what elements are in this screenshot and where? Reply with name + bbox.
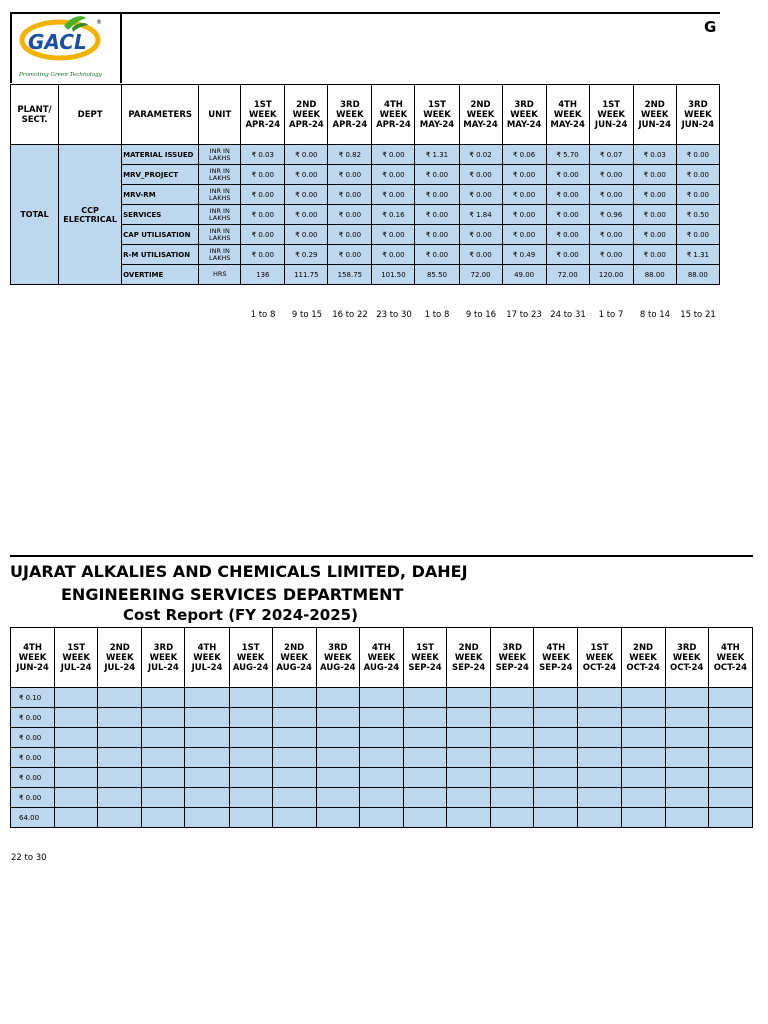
empty-cell — [55, 808, 98, 828]
week-column-header: 4TH WEEK AUG-24 — [359, 628, 403, 688]
week-range-label: 9 to 15 — [291, 310, 323, 320]
value-cell: ₹ 0.50 — [676, 205, 719, 225]
week-range-bottom: 22 to 30 — [11, 853, 47, 863]
empty-cell — [98, 808, 142, 828]
week-column-header: 4TH WEEK JUN-24 — [11, 628, 55, 688]
value-cell: ₹ 0.00 — [415, 245, 459, 265]
empty-cell — [229, 728, 272, 748]
week-column-header: 3RD WEEK APR-24 — [328, 85, 372, 145]
empty-cell — [491, 688, 534, 708]
value-cell: ₹ 0.00 — [241, 185, 285, 205]
gacl-logo — [16, 16, 120, 80]
value-cell: ₹ 0.06 — [502, 145, 546, 165]
table-row — [11, 768, 753, 788]
empty-cell — [534, 708, 578, 728]
plant-cell: TOTAL — [11, 145, 59, 285]
dept-cell: CCP ELECTRICAL — [59, 145, 122, 285]
empty-cell — [55, 708, 98, 728]
value-cell: 49.00 — [502, 265, 546, 285]
empty-cell — [403, 748, 446, 768]
week-range-label: 16 to 22 — [332, 310, 368, 320]
empty-cell — [316, 728, 359, 748]
value-cell: ₹ 0.00 — [372, 245, 415, 265]
value-cell: ₹ 0.00 — [285, 225, 328, 245]
value-cell: ₹ 0.00 — [546, 165, 589, 185]
empty-cell — [621, 808, 665, 828]
empty-cell — [708, 748, 752, 768]
empty-cell — [55, 688, 98, 708]
empty-cell — [316, 708, 359, 728]
empty-cell — [491, 788, 534, 808]
value-cell: ₹ 0.02 — [459, 145, 502, 165]
value-cell: ₹ 0.00 — [415, 205, 459, 225]
value-cell: ₹ 0.00 — [546, 225, 589, 245]
unit-cell: INR IN LAKHS — [199, 225, 241, 245]
empty-cell — [185, 768, 229, 788]
empty-cell — [447, 748, 491, 768]
value-cell: ₹ 0.00 — [241, 205, 285, 225]
empty-cell — [621, 748, 665, 768]
empty-cell — [185, 808, 229, 828]
week-column-header: 3RD WEEK OCT-24 — [665, 628, 708, 688]
empty-cell — [272, 768, 316, 788]
unit-cell: HRS — [199, 265, 241, 285]
value-cell: ₹ 0.00 — [241, 225, 285, 245]
empty-cell — [578, 748, 621, 768]
parameter-cell: MRV-RM — [122, 185, 199, 205]
week-column-header: 1ST WEEK SEP-24 — [403, 628, 446, 688]
table-row — [11, 145, 720, 165]
value-cell: ₹ 0.00 — [285, 205, 328, 225]
parameter-cell: MATERIAL ISSUED — [122, 145, 199, 165]
value-cell: ₹ 1.31 — [676, 245, 719, 265]
empty-cell — [316, 748, 359, 768]
unit-cell: INR IN LAKHS — [199, 205, 241, 225]
empty-cell — [665, 808, 708, 828]
week-column-header: 3RD WEEK AUG-24 — [316, 628, 359, 688]
value-cell: ₹ 0.00 — [372, 145, 415, 165]
empty-cell — [359, 688, 403, 708]
empty-cell — [578, 788, 621, 808]
empty-cell — [534, 728, 578, 748]
value-cell: ₹ 0.00 — [633, 225, 676, 245]
week-column-header: 2ND WEEK SEP-24 — [447, 628, 491, 688]
parameter-cell: OVERTIME — [122, 265, 199, 285]
empty-cell — [185, 688, 229, 708]
value-cell: ₹ 0.00 — [589, 245, 633, 265]
empty-cell — [359, 808, 403, 828]
week-range-label: 17 to 23 — [506, 310, 542, 320]
value-cell: ₹ 0.00 — [285, 185, 328, 205]
empty-cell — [621, 768, 665, 788]
empty-cell — [708, 808, 752, 828]
value-cell: ₹ 0.00 — [328, 205, 372, 225]
bottom-header-row — [11, 628, 753, 688]
value-cell: ₹ 0.00 — [633, 205, 676, 225]
empty-cell — [491, 808, 534, 828]
empty-cell — [665, 788, 708, 808]
empty-cell — [98, 728, 142, 748]
value-cell: 88.00 — [633, 265, 676, 285]
week-column-header: 3RD WEEK SEP-24 — [491, 628, 534, 688]
value-cell: ₹ 0.00 — [546, 205, 589, 225]
value-cell: ₹ 0.00 — [11, 708, 55, 728]
week-column-header: 2ND WEEK JUL-24 — [98, 628, 142, 688]
empty-cell — [578, 728, 621, 748]
parameter-cell: CAP UTILISATION — [122, 225, 199, 245]
unit-cell: INR IN LAKHS — [199, 245, 241, 265]
week-column-header: 1ST WEEK APR-24 — [241, 85, 285, 145]
empty-cell — [491, 768, 534, 788]
value-cell: ₹ 0.00 — [676, 165, 719, 185]
empty-cell — [272, 728, 316, 748]
column-header: UNIT — [199, 85, 241, 145]
empty-cell — [447, 788, 491, 808]
value-cell: ₹ 0.00 — [372, 185, 415, 205]
company-title: UJARAT ALKALIES AND CHEMICALS LIMITED, DAHEJ — [10, 562, 468, 581]
value-cell: ₹ 0.00 — [633, 165, 676, 185]
week-range-label: 23 to 30 — [376, 310, 412, 320]
value-cell: 88.00 — [676, 265, 719, 285]
value-cell: ₹ 0.00 — [459, 245, 502, 265]
value-cell: ₹ 0.00 — [546, 245, 589, 265]
empty-cell — [98, 708, 142, 728]
logo-box — [10, 12, 122, 83]
value-cell: ₹ 0.00 — [589, 165, 633, 185]
empty-cell — [316, 808, 359, 828]
week-column-header: 4TH WEEK APR-24 — [372, 85, 415, 145]
cost-table-bottom — [10, 627, 753, 828]
empty-cell — [272, 688, 316, 708]
empty-cell — [447, 708, 491, 728]
value-cell: ₹ 0.00 — [459, 185, 502, 205]
value-cell: 85.50 — [415, 265, 459, 285]
empty-cell — [665, 688, 708, 708]
value-cell: ₹ 0.00 — [285, 165, 328, 185]
column-header: PARAMETERS — [122, 85, 199, 145]
empty-cell — [185, 728, 229, 748]
logo-wordmark: GACL — [28, 30, 87, 54]
logo-registered-mark: ® — [96, 19, 102, 26]
week-column-header: 3RD WEEK MAY-24 — [502, 85, 546, 145]
empty-cell — [229, 688, 272, 708]
empty-cell — [403, 688, 446, 708]
value-cell: ₹ 0.07 — [589, 145, 633, 165]
value-cell: ₹ 0.10 — [11, 688, 55, 708]
empty-cell — [142, 728, 185, 748]
week-range-label: 15 to 21 — [680, 310, 716, 320]
table-row — [11, 748, 753, 768]
week-column-header: 1ST WEEK JUN-24 — [589, 85, 633, 145]
week-column-header: 4TH WEEK OCT-24 — [708, 628, 752, 688]
empty-cell — [708, 728, 752, 748]
empty-cell — [98, 768, 142, 788]
empty-cell — [55, 788, 98, 808]
empty-cell — [98, 788, 142, 808]
week-column-header: 2ND WEEK AUG-24 — [272, 628, 316, 688]
value-cell: 72.00 — [459, 265, 502, 285]
unit-cell: INR IN LAKHS — [199, 165, 241, 185]
week-range-label: 24 to 31 — [550, 310, 586, 320]
empty-cell — [55, 728, 98, 748]
value-cell: ₹ 0.00 — [11, 768, 55, 788]
report-title: Cost Report (FY 2024-2025) — [123, 606, 358, 624]
empty-cell — [621, 728, 665, 748]
empty-cell — [185, 708, 229, 728]
value-cell: ₹ 0.00 — [676, 225, 719, 245]
value-cell: ₹ 0.00 — [415, 225, 459, 245]
empty-cell — [491, 748, 534, 768]
company-name-cut: G — [704, 18, 717, 36]
empty-cell — [578, 708, 621, 728]
empty-cell — [708, 688, 752, 708]
value-cell: ₹ 0.03 — [241, 145, 285, 165]
empty-cell — [403, 728, 446, 748]
empty-cell — [316, 768, 359, 788]
empty-cell — [578, 768, 621, 788]
empty-cell — [665, 748, 708, 768]
week-range-label: 9 to 16 — [465, 310, 497, 320]
empty-cell — [185, 788, 229, 808]
week-column-header: 1ST WEEK OCT-24 — [578, 628, 621, 688]
empty-cell — [272, 808, 316, 828]
value-cell: 101.50 — [372, 265, 415, 285]
empty-cell — [142, 748, 185, 768]
empty-cell — [185, 748, 229, 768]
value-cell: ₹ 0.00 — [328, 185, 372, 205]
empty-cell — [142, 708, 185, 728]
value-cell: ₹ 0.00 — [459, 165, 502, 185]
value-cell: ₹ 0.00 — [372, 225, 415, 245]
value-cell: 136 — [241, 265, 285, 285]
top-table-body — [11, 145, 720, 285]
empty-cell — [229, 748, 272, 768]
value-cell: 111.75 — [285, 265, 328, 285]
value-cell: ₹ 0.00 — [502, 165, 546, 185]
week-column-header: 2ND WEEK MAY-24 — [459, 85, 502, 145]
value-cell: ₹ 0.00 — [241, 245, 285, 265]
empty-cell — [403, 808, 446, 828]
column-header: PLANT/ SECT. — [11, 85, 59, 145]
empty-cell — [447, 728, 491, 748]
empty-cell — [447, 768, 491, 788]
empty-cell — [142, 788, 185, 808]
empty-cell — [142, 688, 185, 708]
value-cell: ₹ 1.31 — [415, 145, 459, 165]
empty-cell — [229, 788, 272, 808]
bottom-table-body — [11, 688, 753, 828]
table-row — [11, 808, 753, 828]
week-column-header: 2ND WEEK OCT-24 — [621, 628, 665, 688]
value-cell: ₹ 0.00 — [459, 225, 502, 245]
cost-table-top — [10, 84, 720, 285]
empty-cell — [359, 748, 403, 768]
value-cell: ₹ 0.00 — [328, 225, 372, 245]
empty-cell — [229, 708, 272, 728]
table-row — [11, 728, 753, 748]
empty-cell — [272, 708, 316, 728]
empty-cell — [403, 788, 446, 808]
empty-cell — [229, 768, 272, 788]
parameter-cell: R-M UTILISATION — [122, 245, 199, 265]
week-column-header: 2ND WEEK JUN-24 — [633, 85, 676, 145]
value-cell: ₹ 0.00 — [676, 185, 719, 205]
value-cell: ₹ 1.84 — [459, 205, 502, 225]
week-column-header: 4TH WEEK SEP-24 — [534, 628, 578, 688]
empty-cell — [534, 788, 578, 808]
week-column-header: 1ST WEEK AUG-24 — [229, 628, 272, 688]
empty-cell — [665, 768, 708, 788]
value-cell: ₹ 0.00 — [502, 205, 546, 225]
value-cell: ₹ 0.82 — [328, 145, 372, 165]
value-cell: ₹ 0.00 — [11, 728, 55, 748]
empty-cell — [665, 708, 708, 728]
table-row — [11, 688, 753, 708]
value-cell: ₹ 0.00 — [589, 185, 633, 205]
value-cell: ₹ 0.29 — [285, 245, 328, 265]
empty-cell — [665, 728, 708, 748]
section-separator — [10, 555, 753, 557]
value-cell: ₹ 0.96 — [589, 205, 633, 225]
value-cell: ₹ 0.00 — [11, 788, 55, 808]
value-cell: ₹ 0.00 — [328, 165, 372, 185]
value-cell: ₹ 0.00 — [285, 145, 328, 165]
value-cell: ₹ 0.00 — [11, 748, 55, 768]
value-cell: 64.00 — [11, 808, 55, 828]
parameter-cell: SERVICES — [122, 205, 199, 225]
value-cell: ₹ 0.00 — [415, 185, 459, 205]
empty-cell — [142, 808, 185, 828]
week-column-header: 1ST WEEK JUL-24 — [55, 628, 98, 688]
empty-cell — [621, 708, 665, 728]
department-title: ENGINEERING SERVICES DEPARTMENT — [61, 585, 404, 604]
value-cell: ₹ 0.00 — [589, 225, 633, 245]
empty-cell — [447, 688, 491, 708]
week-column-header: 3RD WEEK JUN-24 — [676, 85, 719, 145]
empty-cell — [447, 808, 491, 828]
empty-cell — [229, 808, 272, 828]
value-cell: ₹ 0.00 — [676, 145, 719, 165]
empty-cell — [98, 688, 142, 708]
week-range-label: 1 to 8 — [424, 310, 450, 320]
empty-cell — [359, 788, 403, 808]
value-cell: ₹ 0.49 — [502, 245, 546, 265]
unit-cell: INR IN LAKHS — [199, 145, 241, 165]
value-cell: ₹ 0.00 — [502, 225, 546, 245]
week-column-header: 3RD WEEK JUL-24 — [142, 628, 185, 688]
empty-cell — [708, 768, 752, 788]
empty-cell — [578, 688, 621, 708]
week-column-header: 1ST WEEK MAY-24 — [415, 85, 459, 145]
empty-cell — [272, 748, 316, 768]
empty-cell — [359, 708, 403, 728]
value-cell: ₹ 0.00 — [502, 185, 546, 205]
empty-cell — [491, 708, 534, 728]
value-cell: ₹ 0.16 — [372, 205, 415, 225]
week-range-label: 1 to 7 — [598, 310, 624, 320]
empty-cell — [316, 788, 359, 808]
value-cell: ₹ 0.00 — [633, 245, 676, 265]
empty-cell — [534, 768, 578, 788]
value-cell: ₹ 5.70 — [546, 145, 589, 165]
empty-cell — [708, 708, 752, 728]
week-column-header: 4TH WEEK JUL-24 — [185, 628, 229, 688]
empty-cell — [403, 768, 446, 788]
empty-cell — [621, 688, 665, 708]
value-cell: ₹ 0.00 — [328, 245, 372, 265]
value-cell: ₹ 0.00 — [241, 165, 285, 185]
value-cell: 72.00 — [546, 265, 589, 285]
top-header-row — [11, 85, 720, 145]
empty-cell — [55, 748, 98, 768]
value-cell: ₹ 0.00 — [546, 185, 589, 205]
value-cell: ₹ 0.03 — [633, 145, 676, 165]
empty-cell — [316, 688, 359, 708]
value-cell: ₹ 0.00 — [633, 185, 676, 205]
logo-tagline: Promoting Green Technology — [19, 72, 102, 78]
week-range-label: 8 to 14 — [639, 310, 671, 320]
empty-cell — [534, 748, 578, 768]
week-range-label: 1 to 8 — [250, 310, 276, 320]
unit-cell: INR IN LAKHS — [199, 185, 241, 205]
table-row — [11, 708, 753, 728]
table-row — [11, 788, 753, 808]
empty-cell — [359, 768, 403, 788]
week-column-header: 4TH WEEK MAY-24 — [546, 85, 589, 145]
empty-cell — [98, 748, 142, 768]
empty-cell — [403, 708, 446, 728]
empty-cell — [621, 788, 665, 808]
value-cell: ₹ 0.00 — [415, 165, 459, 185]
week-column-header: 2ND WEEK APR-24 — [285, 85, 328, 145]
empty-cell — [708, 788, 752, 808]
value-cell: 158.75 — [328, 265, 372, 285]
value-cell: 120.00 — [589, 265, 633, 285]
empty-cell — [272, 788, 316, 808]
empty-cell — [578, 808, 621, 828]
empty-cell — [534, 808, 578, 828]
week-ranges-top — [0, 310, 768, 322]
empty-cell — [491, 728, 534, 748]
empty-cell — [142, 768, 185, 788]
empty-cell — [534, 688, 578, 708]
value-cell: ₹ 0.00 — [372, 165, 415, 185]
parameter-cell: MRV_PROJECT — [122, 165, 199, 185]
empty-cell — [359, 728, 403, 748]
empty-cell — [55, 768, 98, 788]
column-header: DEPT — [59, 85, 122, 145]
